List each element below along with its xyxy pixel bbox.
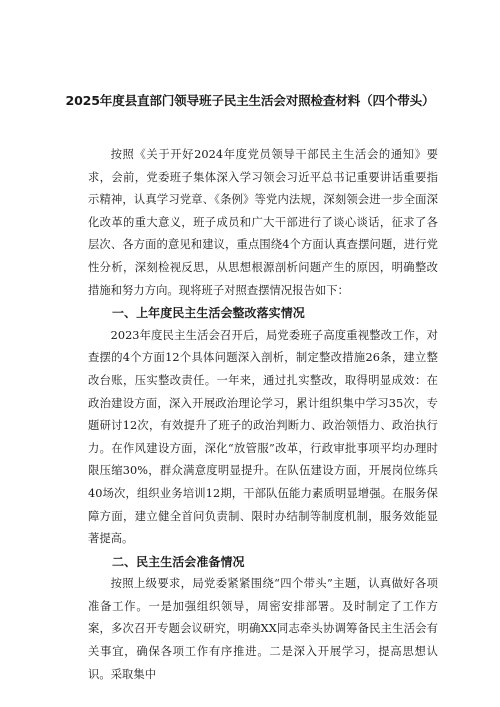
document-body [88,144,438,686]
section-paragraph: 2023年度民主生活会召开后，局党委班子高度重视整改工作，对查摆的4个方面12个具体问题深入剖析，制定整改措施26条，建立整改台账，压实整改责任。一年来，通过扎实整改，取得明显成效：在政治建设方面，深入开展政治理论学习，累计组织集中学习35次，专题研讨12次，有效提升了班子的政治判断力、政治领悟力、政治执行力。在作风建设方面，深化“放管服”改革，行政审批事项平均办理时限压缩30%，群众满意度明显提升。在队伍建设方面，开展岗位练兵40场次，组织业务培训12期，干部队伍能力素质明显增强。在服务保障方面，建立健全首问负责制、限时办结制等制度机制，服务效能显著提高。 [88,328,438,546]
section-heading: 二、民主生活会准备情况 [112,554,245,569]
intro-paragraph: 按照《关于开好2024年度党员领导干部民主生活会的通知》要求，会前，党委班子集体深入学习领会习近平总书记重要讲话重要指示精神，认真学习党章、《条例》等党内法规，深刻领会进一步全面深化改革的重大意义，班子成员和广大干部进行了谈心谈话，征求了各层次、各方面的意见和建议，重点围绕4个方面认真查摆问题，进行党性分析，深刻检视反思，从思想根源剖析问题产生的原因，明确整改措施和努力方向。现将班子对照查摆情况报告如下： [88,148,438,297]
section-heading: 一、上年度民主生活会整改落实情况 [112,306,305,321]
section-paragraph: 按照上级要求，局党委紧紧围绕“四个带头”主题，认真做好各项准备工作。一是加强组织领导，周密安排部署。及时制定了工作方案，多次召开专题会议研究，明确XX同志牵头协调筹备民主生活会有关事宜，确保各项工作有序推进。二是深入开展学习，提高思想认识。采取集中 [88,577,438,681]
document-title: 2025年度县直部门领导班子民主生活会对照检查材料（四个带头） [65,93,435,108]
